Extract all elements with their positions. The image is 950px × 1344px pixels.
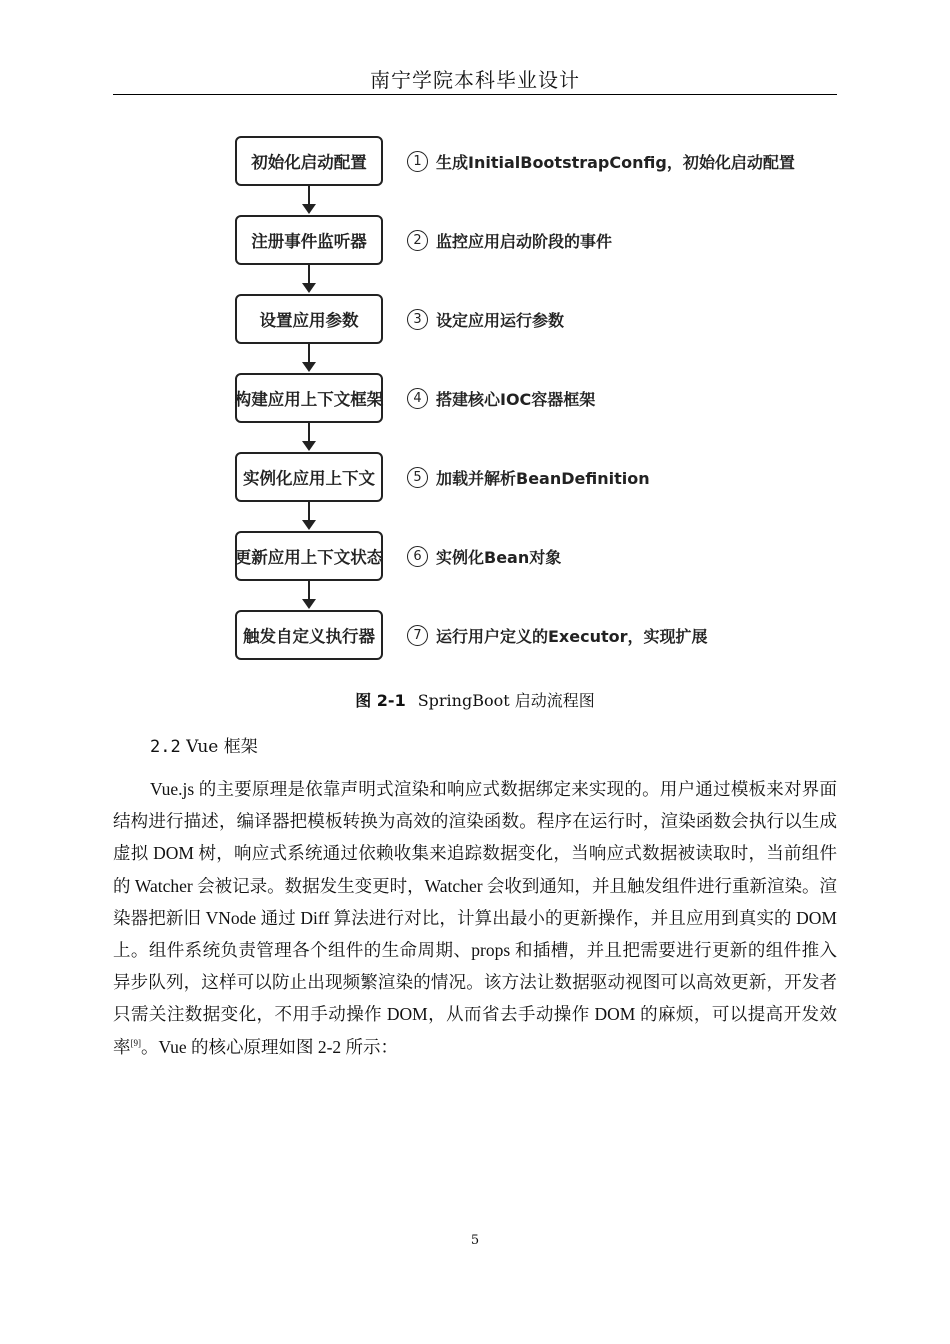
page-header: 南宁学院本科毕业设计 [113,64,837,95]
flow-step-3 [407,304,564,334]
flow-step-1 [407,146,795,176]
flow-box-5: 实例化应用上下文 [235,452,383,502]
step-number-badge: 7 [407,625,428,646]
section-number: 2.2 [150,737,181,757]
figure-label: 图 2-1 [355,691,406,710]
step-description: 设定应用运行参数 [436,310,565,330]
step-description: 加载并解析BeanDefinition [436,468,650,488]
flow-box-7: 触发自定义执行器 [235,610,383,660]
citation-ref[interactable]: [9] [130,1037,141,1048]
step-description: 监控应用启动阶段的事件 [436,231,613,251]
flow-arrow [308,186,310,212]
flow-arrow [308,581,310,607]
step-description: 实例化Bean对象 [436,547,562,567]
step-description: 运行用户定义的Executor，实现扩展 [436,626,708,646]
page-number: 5 [470,1233,480,1248]
step-number-badge: 4 [407,388,428,409]
step-number-badge: 2 [407,230,428,251]
flow-step-5 [407,462,650,492]
flow-box-6: 更新应用上下文状态 [235,531,383,581]
flow-arrow [308,423,310,449]
step-number-badge: 3 [407,309,428,330]
flow-arrow [308,502,310,528]
flow-step-2 [407,225,612,255]
step-number-badge: 5 [407,467,428,488]
flow-arrow [308,265,310,291]
body-paragraph [113,773,837,1063]
springboot-flowchart [225,128,795,673]
step-number-badge: 6 [407,546,428,567]
flow-arrow [308,344,310,370]
section-title: Vue 框架 [186,737,258,757]
figure-caption [0,688,950,711]
flow-step-4 [407,383,595,413]
paragraph-text: Vue.js 的主要原理是依靠声明式渲染和响应式数据绑定来实现的。用户通过模板来对界面结构进行描述，编译器把模板转换为高效的渲染函数。程序在运行时，渲染函数会执行以生成虚拟 DOM 树，响应式系统通过依赖收集来追踪数据变化，当响应式数据被读取时，当前组件的 Watcher 会被记录。数据发生变更时，Watcher 会收到通知，并且触发组件进行重新渲染。渲染器把新旧 VNode 通过 Diff 算法进行对比，计算出最小的更新操作，并且应用到真实的 DOM 上。组件系统负责管理各个组件的生命周期、props 和插槽，并且把需要进行更新的组件推入异步队列，这样可以防止出现频繁渲染的情况。该方法让数据驱动视图可以高效更新，开发者只需关注数据变化，不用手动操作 DOM，从而省去手动操作 DOM 的麻烦，可以提高开发效率 [113,779,837,1057]
step-number-badge: 1 [407,151,428,172]
section-heading [150,732,258,757]
flow-box-1: 初始化启动配置 [235,136,383,186]
figure-title: SpringBoot 启动流程图 [417,691,595,710]
step-description: 搭建核心IOC容器框架 [436,389,596,409]
paragraph-text-end: 。Vue 的核心原理如图 2-2 所示： [141,1036,399,1057]
flow-step-7 [407,620,708,650]
flow-step-6 [407,541,561,571]
flow-box-4: 构建应用上下文框架 [235,373,383,423]
step-description: 生成InitialBootstrapConfig，初始化启动配置 [436,152,795,172]
flow-box-3: 设置应用参数 [235,294,383,344]
flow-box-2: 注册事件监听器 [235,215,383,265]
